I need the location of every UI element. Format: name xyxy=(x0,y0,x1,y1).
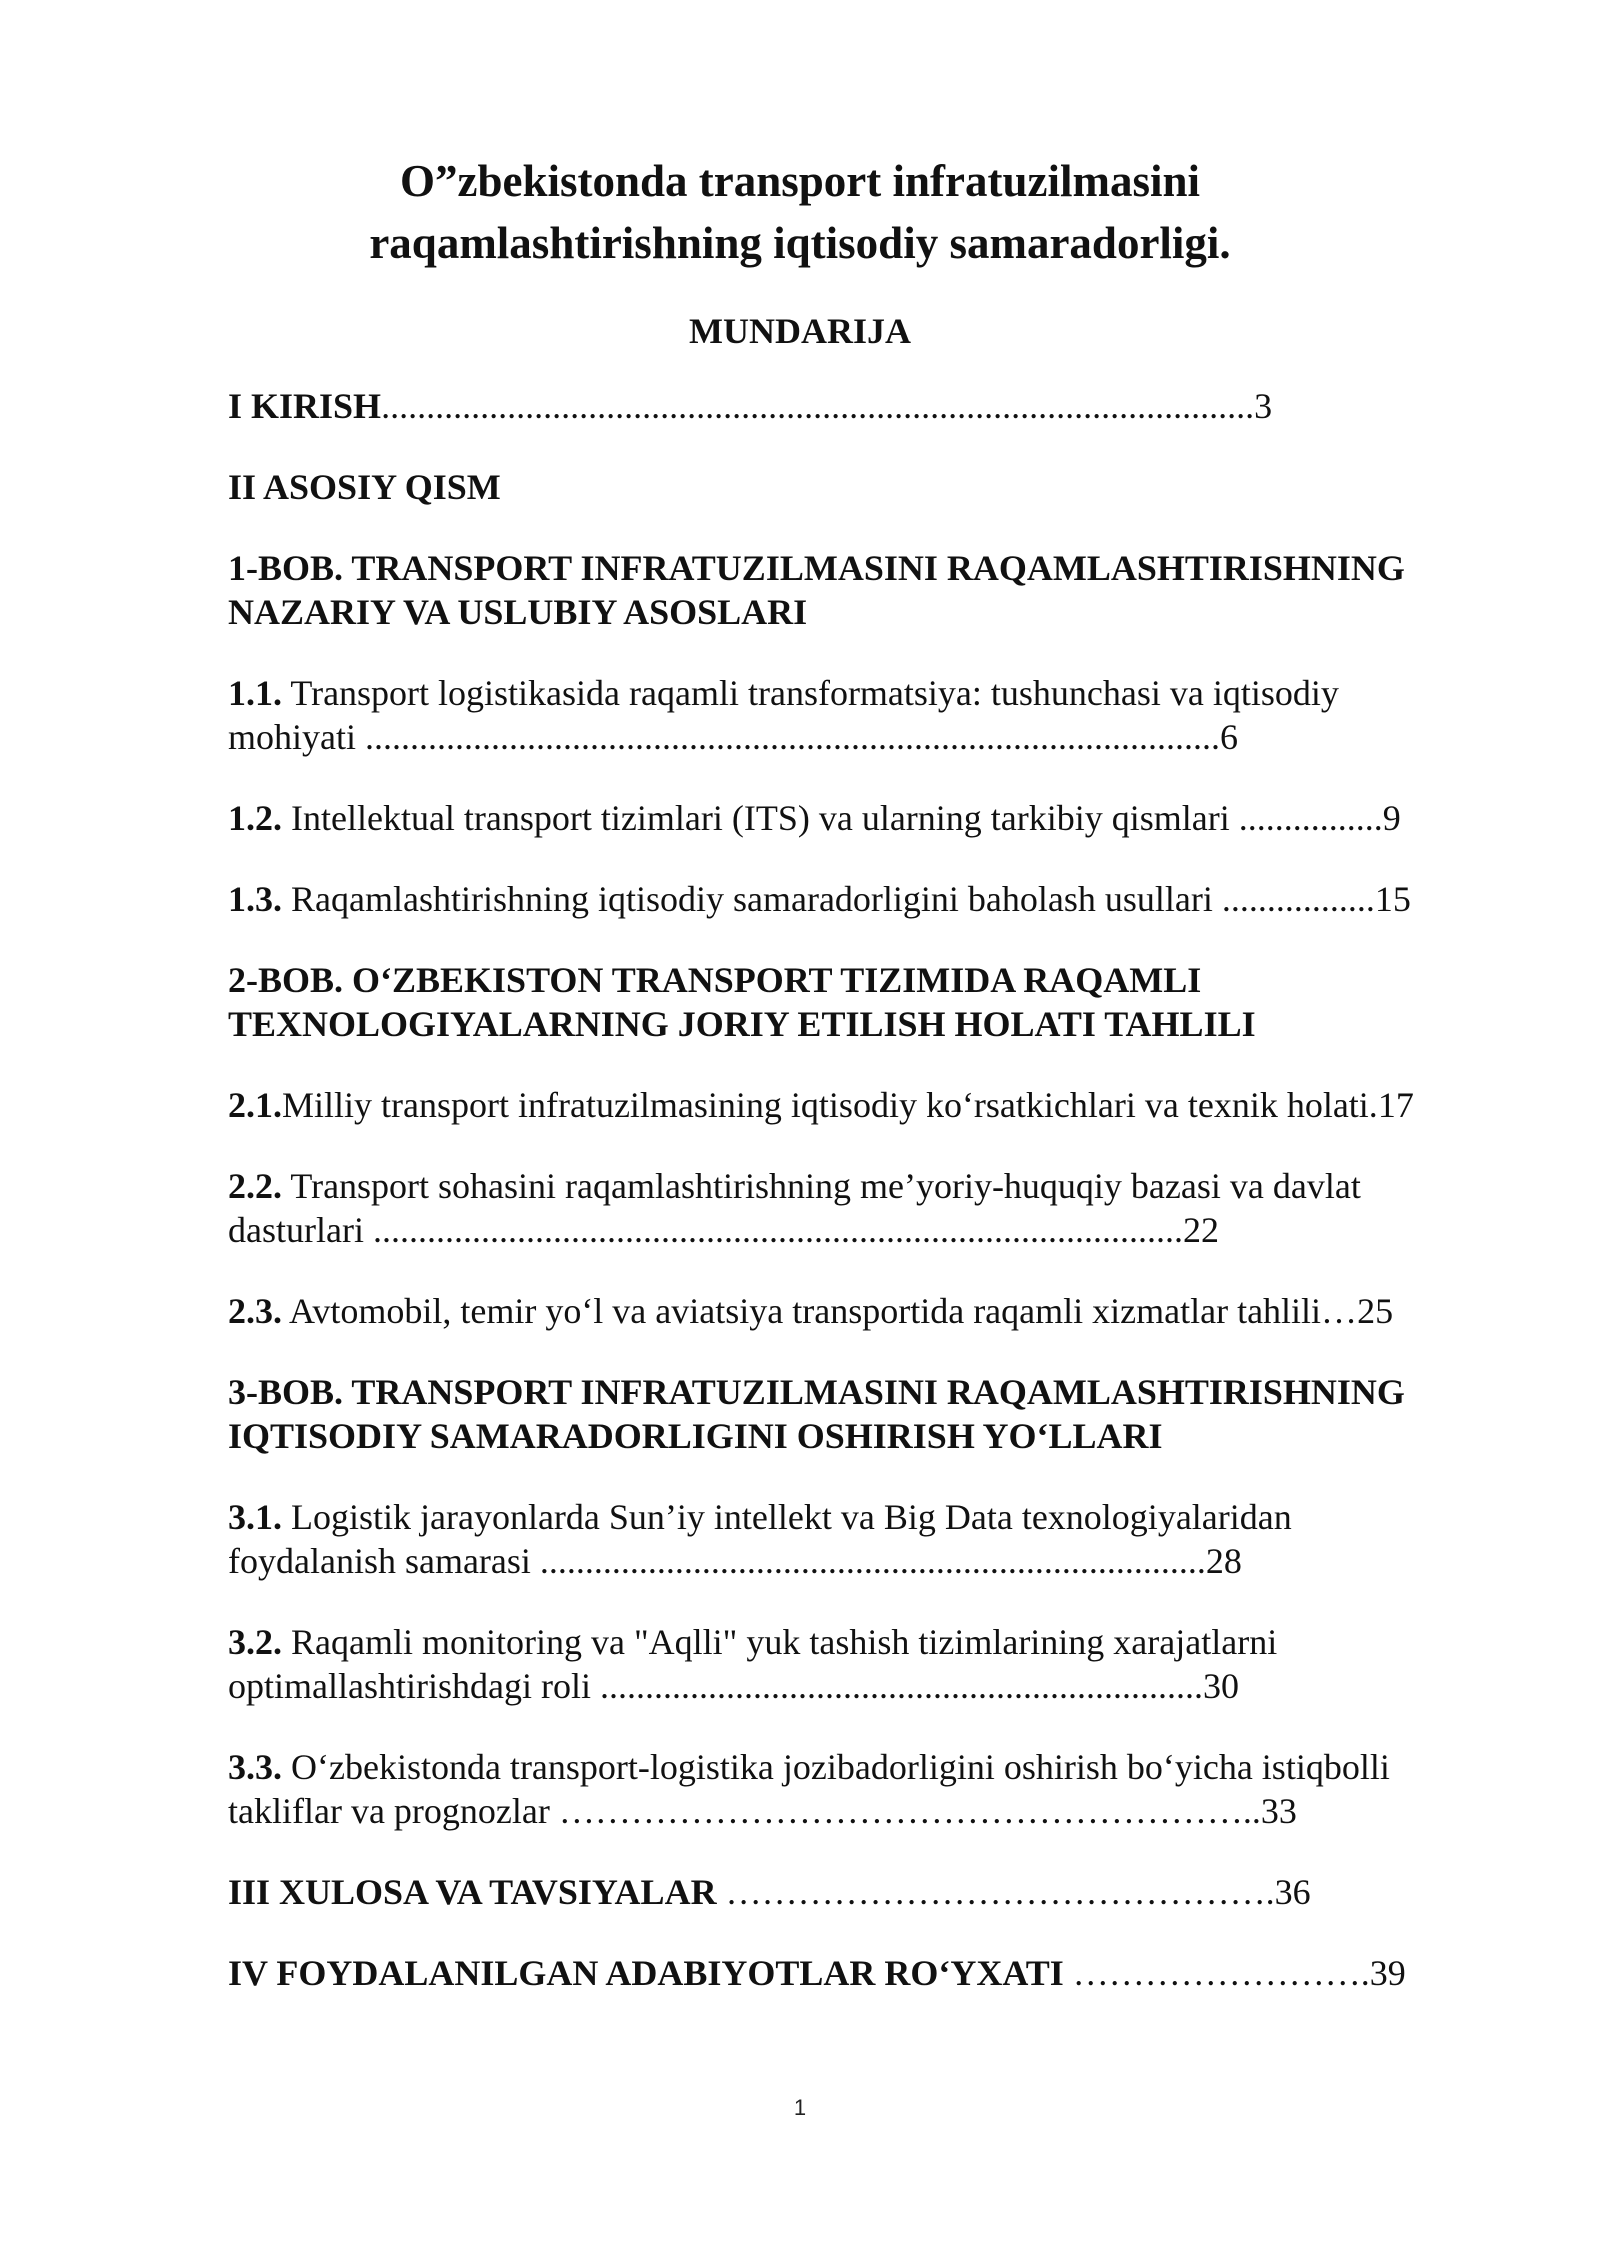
toc-section-number: 2.1. xyxy=(228,1085,282,1125)
toc-leader: ............................................................................................... xyxy=(365,717,1220,757)
toc-entry-kirish xyxy=(228,384,1478,428)
toc-chapter-3 xyxy=(228,1370,1478,1458)
toc-chapter-3-line-1: 3-BOB. TRANSPORT INFRATUZILMASINI RAQAMLASHTIRISHNING xyxy=(228,1372,1405,1412)
toc-section-text-cont: mohiyati xyxy=(228,717,365,757)
title-line-2: raqamlashtirishning iqtisodiy samaradorligi. xyxy=(369,218,1231,268)
toc-section-text-cont: optimallashtirishdagi roli xyxy=(228,1666,600,1706)
toc-section-1-2 xyxy=(228,796,1478,840)
toc-section-number: 3.1. xyxy=(228,1497,282,1537)
toc-chapter-3-line-2: IQTISODIY SAMARADORLIGINI OSHIRISH YO‘LLARI xyxy=(228,1416,1163,1456)
toc-section-1-1 xyxy=(228,671,1478,759)
toc-leader: ……………………. xyxy=(1072,1953,1370,1993)
toc-section-text: Raqamlashtirishning iqtisodiy samaradorligini baholash usullari xyxy=(282,879,1222,919)
toc-leader: .......................................................................................... xyxy=(372,1210,1183,1250)
toc-section-2-3 xyxy=(228,1289,1478,1333)
toc-section-text: Logistik jarayonlarda Sun’iy intellekt va Big Data texnologiyalaridan xyxy=(282,1497,1292,1537)
toc-section-number: 1.1. xyxy=(228,673,282,713)
toc-section-text: O‘zbekistonda transport-logistika jozibadorligini oshirish bo‘yicha istiqbolli xyxy=(282,1747,1390,1787)
toc-page-number: 9 xyxy=(1382,798,1401,838)
toc-chapter-1-line-1: 1-BOB. TRANSPORT INFRATUZILMASINI RAQAMLASHTIRISHNING xyxy=(228,548,1405,588)
toc-entry-label: IV FOYDALANILGAN ADABIYOTLAR RO‘YXATI xyxy=(228,1953,1073,1993)
toc-section-number: 3.3. xyxy=(228,1747,282,1787)
toc-page-number: 36 xyxy=(1274,1872,1311,1912)
toc-section-text: Raqamli monitoring va "Aqlli" yuk tashish tizimlarining xarajatlarni xyxy=(282,1622,1278,1662)
toc-page-number: 30 xyxy=(1202,1666,1239,1706)
toc-leader: ................................................................... xyxy=(599,1666,1203,1706)
toc-page-number: 39 xyxy=(1369,1953,1406,1993)
toc-page-number: 22 xyxy=(1182,1210,1219,1250)
toc-chapter-2 xyxy=(228,958,1478,1046)
toc-section-number: 1.3. xyxy=(228,879,282,919)
toc-section-text: Transport logistikasida raqamli transformatsiya: tushunchasi va iqtisodiy xyxy=(282,673,1339,713)
title-line-1: O”zbekistonda transport infratuzilmasini xyxy=(399,156,1201,206)
toc-leader: ………………………………………………….. xyxy=(558,1791,1261,1831)
toc-entry-label: III XULOSA VA TAVSIYALAR xyxy=(228,1872,726,1912)
toc-section-text: Transport sohasini raqamlashtirishning me’yoriy-huquqiy bazasi va davlat xyxy=(282,1166,1361,1206)
toc-section-number: 1.2. xyxy=(228,798,282,838)
toc-section-text: Milliy transport infratuzilmasining iqtisodiy ko‘rsatkichlari va texnik holati. xyxy=(282,1085,1378,1125)
toc-leader: .......................................................................... xyxy=(539,1541,1206,1581)
page-number: 1 xyxy=(793,2095,807,2120)
toc-chapter-2-line-2: TEXNOLOGIYALARNING JORIY ETILISH HOLATI TAHLILI xyxy=(228,1004,1256,1044)
toc-section-number: 2.3. xyxy=(228,1291,282,1331)
toc-page-number: 28 xyxy=(1205,1541,1242,1581)
toc-page-number: 25 xyxy=(1357,1291,1394,1331)
toc-page-number: 6 xyxy=(1220,717,1238,757)
document-title xyxy=(0,150,1600,274)
toc-section-3-3 xyxy=(228,1745,1478,1833)
toc-chapter-2-line-1: 2-BOB. O‘ZBEKISTON TRANSPORT TIZIMIDA RAQAMLI xyxy=(228,960,1202,1000)
toc-chapter-1-line-2: NAZARIY VA USLUBIY ASOSLARI xyxy=(228,592,808,632)
toc-leader: ................ xyxy=(1238,798,1383,838)
toc-section-text-cont: foydalanish samarasi xyxy=(228,1541,540,1581)
toc-entry-adabiyotlar xyxy=(228,1951,1478,1995)
toc-entry-asosiy-qism: II ASOSIY QISM xyxy=(228,467,501,507)
toc-page-number: 3 xyxy=(1254,386,1273,426)
toc-entry-label: I KIRISH xyxy=(228,386,382,426)
toc-chapter-1 xyxy=(228,546,1478,634)
toc-section-number: 2.2. xyxy=(228,1166,282,1206)
table-of-contents xyxy=(228,384,1478,2032)
toc-section-3-2 xyxy=(228,1620,1478,1708)
toc-leader: ................................................................................................. xyxy=(381,386,1255,426)
toc-section-1-3 xyxy=(228,877,1478,921)
toc-section-number: 3.2. xyxy=(228,1622,282,1662)
toc-section-2-2 xyxy=(228,1164,1478,1252)
toc-section-text: Intellektual transport tizimlari (ITS) va ularning tarkibiy qismlari xyxy=(282,798,1239,838)
toc-page-number: 15 xyxy=(1374,879,1411,919)
toc-section-text-cont: dasturlari xyxy=(228,1210,373,1250)
toc-section-3-1 xyxy=(228,1495,1478,1583)
toc-entry-xulosa xyxy=(228,1870,1478,1914)
toc-section-text-cont: takliflar va prognozlar xyxy=(228,1791,559,1831)
contents-heading: MUNDARIJA xyxy=(689,311,911,351)
toc-page-number: 33 xyxy=(1260,1791,1297,1831)
toc-page-number: 17 xyxy=(1377,1085,1414,1125)
toc-section-text: Avtomobil, temir yo‘l va aviatsiya transportida raqamli xizmatlar tahlili… xyxy=(282,1291,1358,1331)
toc-leader: ................. xyxy=(1221,879,1375,919)
toc-leader: ………………………………………. xyxy=(725,1872,1275,1912)
toc-section-2-1 xyxy=(228,1083,1478,1127)
